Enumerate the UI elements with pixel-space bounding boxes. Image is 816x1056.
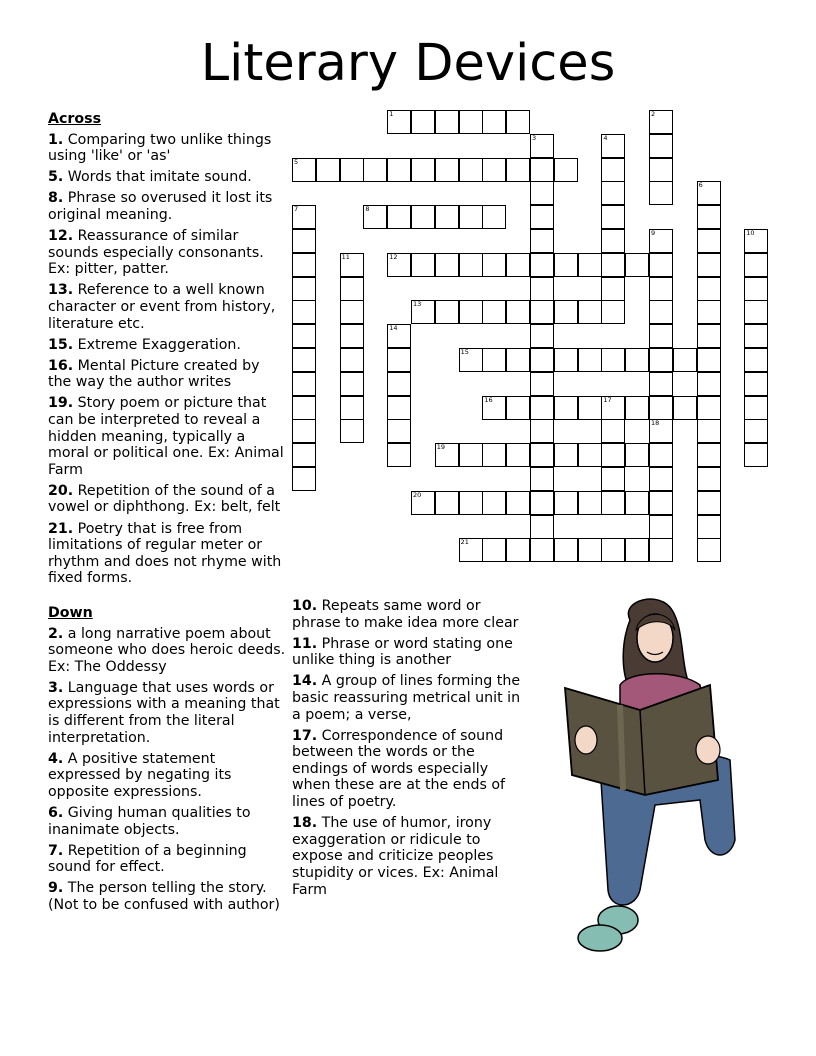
grid-cell[interactable] [554,396,578,420]
grid-cell[interactable] [411,300,435,324]
grid-cell[interactable] [697,443,721,467]
grid-cell[interactable] [340,348,364,372]
grid-cell[interactable] [744,372,768,396]
grid-cell[interactable] [697,491,721,515]
grid-cell[interactable] [506,253,530,277]
grid-cell[interactable] [625,348,649,372]
clue-text: Reassurance of similar sounds especially consonants. Ex: pitter, patter. [48,228,264,278]
grid-cell[interactable] [744,348,768,372]
grid-cell[interactable] [506,396,530,420]
grid-cell[interactable] [554,491,578,515]
grid-cell[interactable] [744,253,768,277]
cell-number: 10 [746,229,755,237]
cell-number: 5 [294,157,299,166]
grid-cell[interactable] [649,372,673,396]
grid-cell[interactable] [292,229,316,253]
clue-text: Mental Picture created by the way the author writes [48,357,260,391]
grid-cell[interactable] [530,134,554,158]
clue-text: Repetition of the sound of a vowel or diphthong. Ex: belt, felt [48,482,281,516]
clue-item [48,680,286,746]
grid-cell[interactable] [530,348,554,372]
cell-number: 17 [603,395,612,404]
grid-cell[interactable] [601,396,625,420]
grid-cell[interactable] [292,443,316,467]
cell-number: 2 [651,110,656,118]
grid-cell[interactable] [601,491,625,515]
grid-cell[interactable] [601,300,625,324]
clue-text: Reference to a well known character or event from history, literature etc. [48,282,276,332]
grid-cell[interactable] [292,158,316,182]
grid-cell[interactable] [697,205,721,229]
grid-cell[interactable] [697,419,721,443]
grid-cell[interactable] [554,158,578,182]
grid-cell[interactable] [649,538,673,562]
grid-cell[interactable] [649,158,673,182]
clue-item [48,843,286,876]
grid-cell[interactable] [601,158,625,182]
cell-number: 15 [460,348,469,356]
grid-cell[interactable] [387,110,411,134]
grid-cell[interactable] [530,205,554,229]
grid-cell[interactable] [697,538,721,562]
clue-text: Comparing two unlike things using 'like' or 'as' [48,131,272,165]
clue-number: 5. [48,169,64,186]
grid-cell[interactable] [649,467,673,491]
grid-cell[interactable] [601,253,625,277]
grid-cell[interactable] [578,396,602,420]
grid-cell[interactable] [459,491,483,515]
cell-number: 1 [389,110,394,118]
across-clues [48,111,286,591]
clue-number: 9. [48,880,64,897]
clue-number: 19. [48,395,74,412]
across-heading: Across [48,111,102,127]
grid-cell[interactable] [554,348,578,372]
grid-cell[interactable] [697,324,721,348]
grid-cell[interactable] [530,253,554,277]
clue-item [48,282,286,332]
grid-cell[interactable] [482,348,506,372]
grid-cell[interactable] [506,300,530,324]
grid-cell[interactable] [387,158,411,182]
clue-number: 3. [48,679,64,696]
grid-cell[interactable] [744,300,768,324]
grid-cell[interactable] [601,419,625,443]
grid-cell[interactable] [744,443,768,467]
clue-text: Poetry that is free from limitations of regular meter or rhythm and does not rhyme with fixed forms. [48,520,282,587]
grid-cell[interactable] [649,396,673,420]
grid-cell[interactable] [459,348,483,372]
cell-number: 4 [603,133,608,142]
grid-cell[interactable] [744,419,768,443]
clue-item [292,673,522,723]
grid-cell[interactable] [482,443,506,467]
grid-cell[interactable] [292,205,316,229]
grid-cell[interactable] [697,467,721,491]
grid-cell[interactable] [625,396,649,420]
grid-cell[interactable] [697,181,721,205]
grid-cell[interactable] [387,348,411,372]
grid-cell[interactable] [697,515,721,539]
clue-text: a long narrative poem about someone who does heroic deeds. Ex: The Oddessy [48,625,286,675]
clue-number: 17. [292,727,318,744]
grid-cell[interactable] [554,253,578,277]
grid-cell[interactable] [578,538,602,562]
clue-item [48,521,286,587]
grid-cell[interactable] [601,229,625,253]
clue-item [48,483,286,516]
clue-item [48,805,286,838]
grid-cell[interactable] [482,253,506,277]
grid-cell[interactable] [673,396,697,420]
page-title: Literary Devices [200,34,616,93]
grid-cell[interactable] [649,491,673,515]
grid-cell[interactable] [530,538,554,562]
grid-cell[interactable] [435,253,459,277]
grid-cell[interactable] [387,205,411,229]
clue-number: 11. [292,635,318,652]
clue-number: 12. [48,228,74,245]
clue-number: 10. [292,598,318,614]
grid-cell[interactable] [459,300,483,324]
grid-cell[interactable] [340,158,364,182]
grid-cell[interactable] [459,110,483,134]
grid-cell[interactable] [363,205,387,229]
clue-text: Giving human qualities to inanimate objects. [48,805,251,838]
grid-cell[interactable] [601,134,625,158]
cell-number: 19 [436,443,446,452]
clue-item [48,880,286,913]
grid-cell[interactable] [292,467,316,491]
grid-cell[interactable] [554,443,578,467]
grid-cell[interactable] [340,396,364,420]
clue-text: The use of humor, irony exaggeration or ridicule to expose and criticize peoples stupidity or vices. Ex: Animal Farm [292,815,499,898]
grid-cell[interactable] [649,229,673,253]
cell-number: 6 [698,181,703,190]
clue-item [48,751,286,801]
grid-cell[interactable] [744,324,768,348]
grid-cell[interactable] [482,300,506,324]
grid-cell[interactable] [387,372,411,396]
grid-cell[interactable] [482,538,506,562]
clue-number: 16. [48,357,74,374]
grid-cell[interactable] [411,205,435,229]
grid-cell[interactable] [340,300,364,324]
grid-cell[interactable] [292,372,316,396]
clue-text: Story poem or picture that can be interpreted to reveal a hidden meaning, typically a moral or political one. Ex: Animal Farm [48,395,284,478]
grid-cell[interactable] [649,134,673,158]
clue-text: Repeats same word or phrase to make idea more clear [292,598,519,631]
grid-cell[interactable] [601,181,625,205]
down-clues-column-2 [292,598,522,903]
cell-number: 14 [389,324,398,333]
grid-cell[interactable] [530,515,554,539]
across-clue-list [48,132,286,587]
grid-cell[interactable] [292,419,316,443]
clue-text: Phrase or word stating one unlike thing is another [292,635,513,669]
clue-item [292,815,522,898]
grid-cell[interactable] [697,396,721,420]
grid-cell[interactable] [530,229,554,253]
clue-text: Extreme Exaggeration. [73,336,241,353]
grid-cell[interactable] [340,372,364,396]
grid-cell[interactable] [387,324,411,348]
clue-number: 21. [48,520,74,537]
grid-cell[interactable] [530,158,554,182]
clue-item [48,626,286,676]
grid-cell[interactable] [649,515,673,539]
grid-cell[interactable] [744,396,768,420]
clue-text: Phrase so overused it lost its original meaning. [48,190,273,223]
clue-number: 7. [48,842,64,859]
grid-cell[interactable] [578,491,602,515]
down-heading: Down [48,605,93,621]
down-clue-list-1 [48,626,286,914]
grid-cell[interactable] [673,348,697,372]
grid-cell[interactable] [292,324,316,348]
clue-text: Repetition of a beginning sound for effect. [48,842,247,876]
grid-cell[interactable] [482,205,506,229]
clue-item [48,228,286,278]
grid-cell[interactable] [601,443,625,467]
grid-cell[interactable] [530,372,554,396]
grid-cell[interactable] [625,253,649,277]
grid-cell[interactable] [411,158,435,182]
clue-number: 15. [48,336,74,353]
cell-number: 13 [413,300,422,309]
clue-text: Language that uses words or expressions with a meaning that is different from the literal interpretation. [48,679,280,746]
grid-cell[interactable] [435,300,459,324]
grid-cell[interactable] [697,300,721,324]
grid-cell[interactable] [625,443,649,467]
grid-cell[interactable] [435,491,459,515]
clue-number: 2. [48,625,64,642]
grid-cell[interactable] [411,491,435,515]
clue-text: A group of lines forming the basic reassuring metrical unit in a poem; a verse, [292,673,521,723]
grid-cell[interactable] [530,324,554,348]
grid-cell[interactable] [649,277,673,301]
grid-cell[interactable] [435,110,459,134]
cell-number: 16 [484,395,493,404]
grid-cell[interactable] [316,158,340,182]
grid-cell[interactable] [554,300,578,324]
clue-text: Correspondence of sound between the words or the endings of words especially when these are at the ends of lines of poetry. [292,727,506,811]
grid-cell[interactable] [292,300,316,324]
cell-number: 8 [365,205,370,214]
clue-number: 14. [292,673,318,690]
grid-cell[interactable] [387,253,411,277]
grid-cell[interactable] [649,253,673,277]
grid-cell[interactable] [744,277,768,301]
cell-number: 7 [294,205,299,214]
grid-cell[interactable] [578,348,602,372]
grid-cell[interactable] [530,419,554,443]
cell-number: 9 [651,229,656,237]
clue-item [292,598,522,631]
grid-cell[interactable] [649,443,673,467]
clue-text: A positive statement expressed by negating its opposite expressions. [48,750,232,800]
grid-cell[interactable] [601,348,625,372]
grid-cell[interactable] [649,300,673,324]
grid-cell[interactable] [506,348,530,372]
grid-cell[interactable] [340,253,364,277]
grid-cell[interactable] [578,253,602,277]
grid-cell[interactable] [435,158,459,182]
down-clue-list-2 [292,598,522,898]
grid-cell[interactable] [363,158,387,182]
grid-cell[interactable] [530,467,554,491]
grid-cell[interactable] [530,181,554,205]
grid-cell[interactable] [697,277,721,301]
clue-number: 8. [48,190,64,207]
clue-number: 4. [48,750,64,767]
clue-item [48,358,286,391]
clue-number: 1. [48,131,64,148]
clue-text: Words that imitate sound. [63,169,252,186]
grid-cell[interactable] [340,324,364,348]
clue-text: The person telling the story. (Not to be confused with author) [48,880,280,913]
grid-cell[interactable] [530,396,554,420]
grid-cell[interactable] [340,277,364,301]
grid-cell[interactable] [459,538,483,562]
grid-cell[interactable] [697,372,721,396]
grid-cell[interactable] [506,538,530,562]
grid-cell[interactable] [506,491,530,515]
grid-cell[interactable] [649,419,673,443]
cell-number: 12 [389,252,398,261]
clue-item [48,395,286,478]
grid-cell[interactable] [459,205,483,229]
grid-cell[interactable] [411,110,435,134]
clue-number: 20. [48,482,74,499]
grid-cell[interactable] [649,348,673,372]
cell-number: 20 [413,490,422,499]
grid-cell[interactable] [292,396,316,420]
grid-cell[interactable] [387,419,411,443]
grid-cell[interactable] [387,396,411,420]
grid-cell[interactable] [697,348,721,372]
grid-cell[interactable] [387,443,411,467]
grid-cell[interactable] [482,110,506,134]
grid-cell[interactable] [530,443,554,467]
grid-cell[interactable] [459,253,483,277]
grid-cell[interactable] [649,181,673,205]
cell-number: 3 [532,133,537,142]
grid-cell[interactable] [744,229,768,253]
grid-cell[interactable] [697,229,721,253]
grid-cell[interactable] [292,348,316,372]
grid-cell[interactable] [530,300,554,324]
grid-cell[interactable] [482,491,506,515]
grid-cell[interactable] [530,491,554,515]
clue-item [48,337,286,354]
clue-item [48,169,286,186]
grid-cell[interactable] [292,253,316,277]
grid-cell[interactable] [578,443,602,467]
woman-reading-book-illustration [560,590,740,960]
grid-cell[interactable] [482,396,506,420]
grid-cell[interactable] [435,443,459,467]
cell-number: 18 [651,419,660,428]
grid-cell[interactable] [506,158,530,182]
grid-cell[interactable] [554,538,578,562]
grid-cell[interactable] [649,324,673,348]
clue-item [48,190,286,223]
cell-number: 21 [460,538,469,547]
grid-cell[interactable] [435,205,459,229]
clue-number: 18. [292,815,318,832]
down-clues-column-1 [48,605,286,918]
grid-cell[interactable] [340,419,364,443]
grid-cell[interactable] [482,158,506,182]
clue-item [292,728,522,811]
clue-number: 6. [48,805,64,822]
grid-cell[interactable] [506,110,530,134]
grid-cell[interactable] [530,277,554,301]
grid-cell[interactable] [649,110,673,134]
grid-cell[interactable] [578,300,602,324]
grid-cell[interactable] [459,158,483,182]
cell-number: 11 [341,252,350,261]
grid-cell[interactable] [625,491,649,515]
grid-cell[interactable] [601,467,625,491]
clue-item [292,636,522,669]
grid-cell[interactable] [292,277,316,301]
grid-cell[interactable] [506,443,530,467]
clue-number: 13. [48,282,74,299]
grid-cell[interactable] [459,443,483,467]
grid-cell[interactable] [601,205,625,229]
grid-cell[interactable] [411,253,435,277]
grid-cell[interactable] [697,253,721,277]
grid-cell[interactable] [601,538,625,562]
grid-cell[interactable] [601,277,625,301]
clue-item [48,132,286,165]
grid-cell[interactable] [625,538,649,562]
